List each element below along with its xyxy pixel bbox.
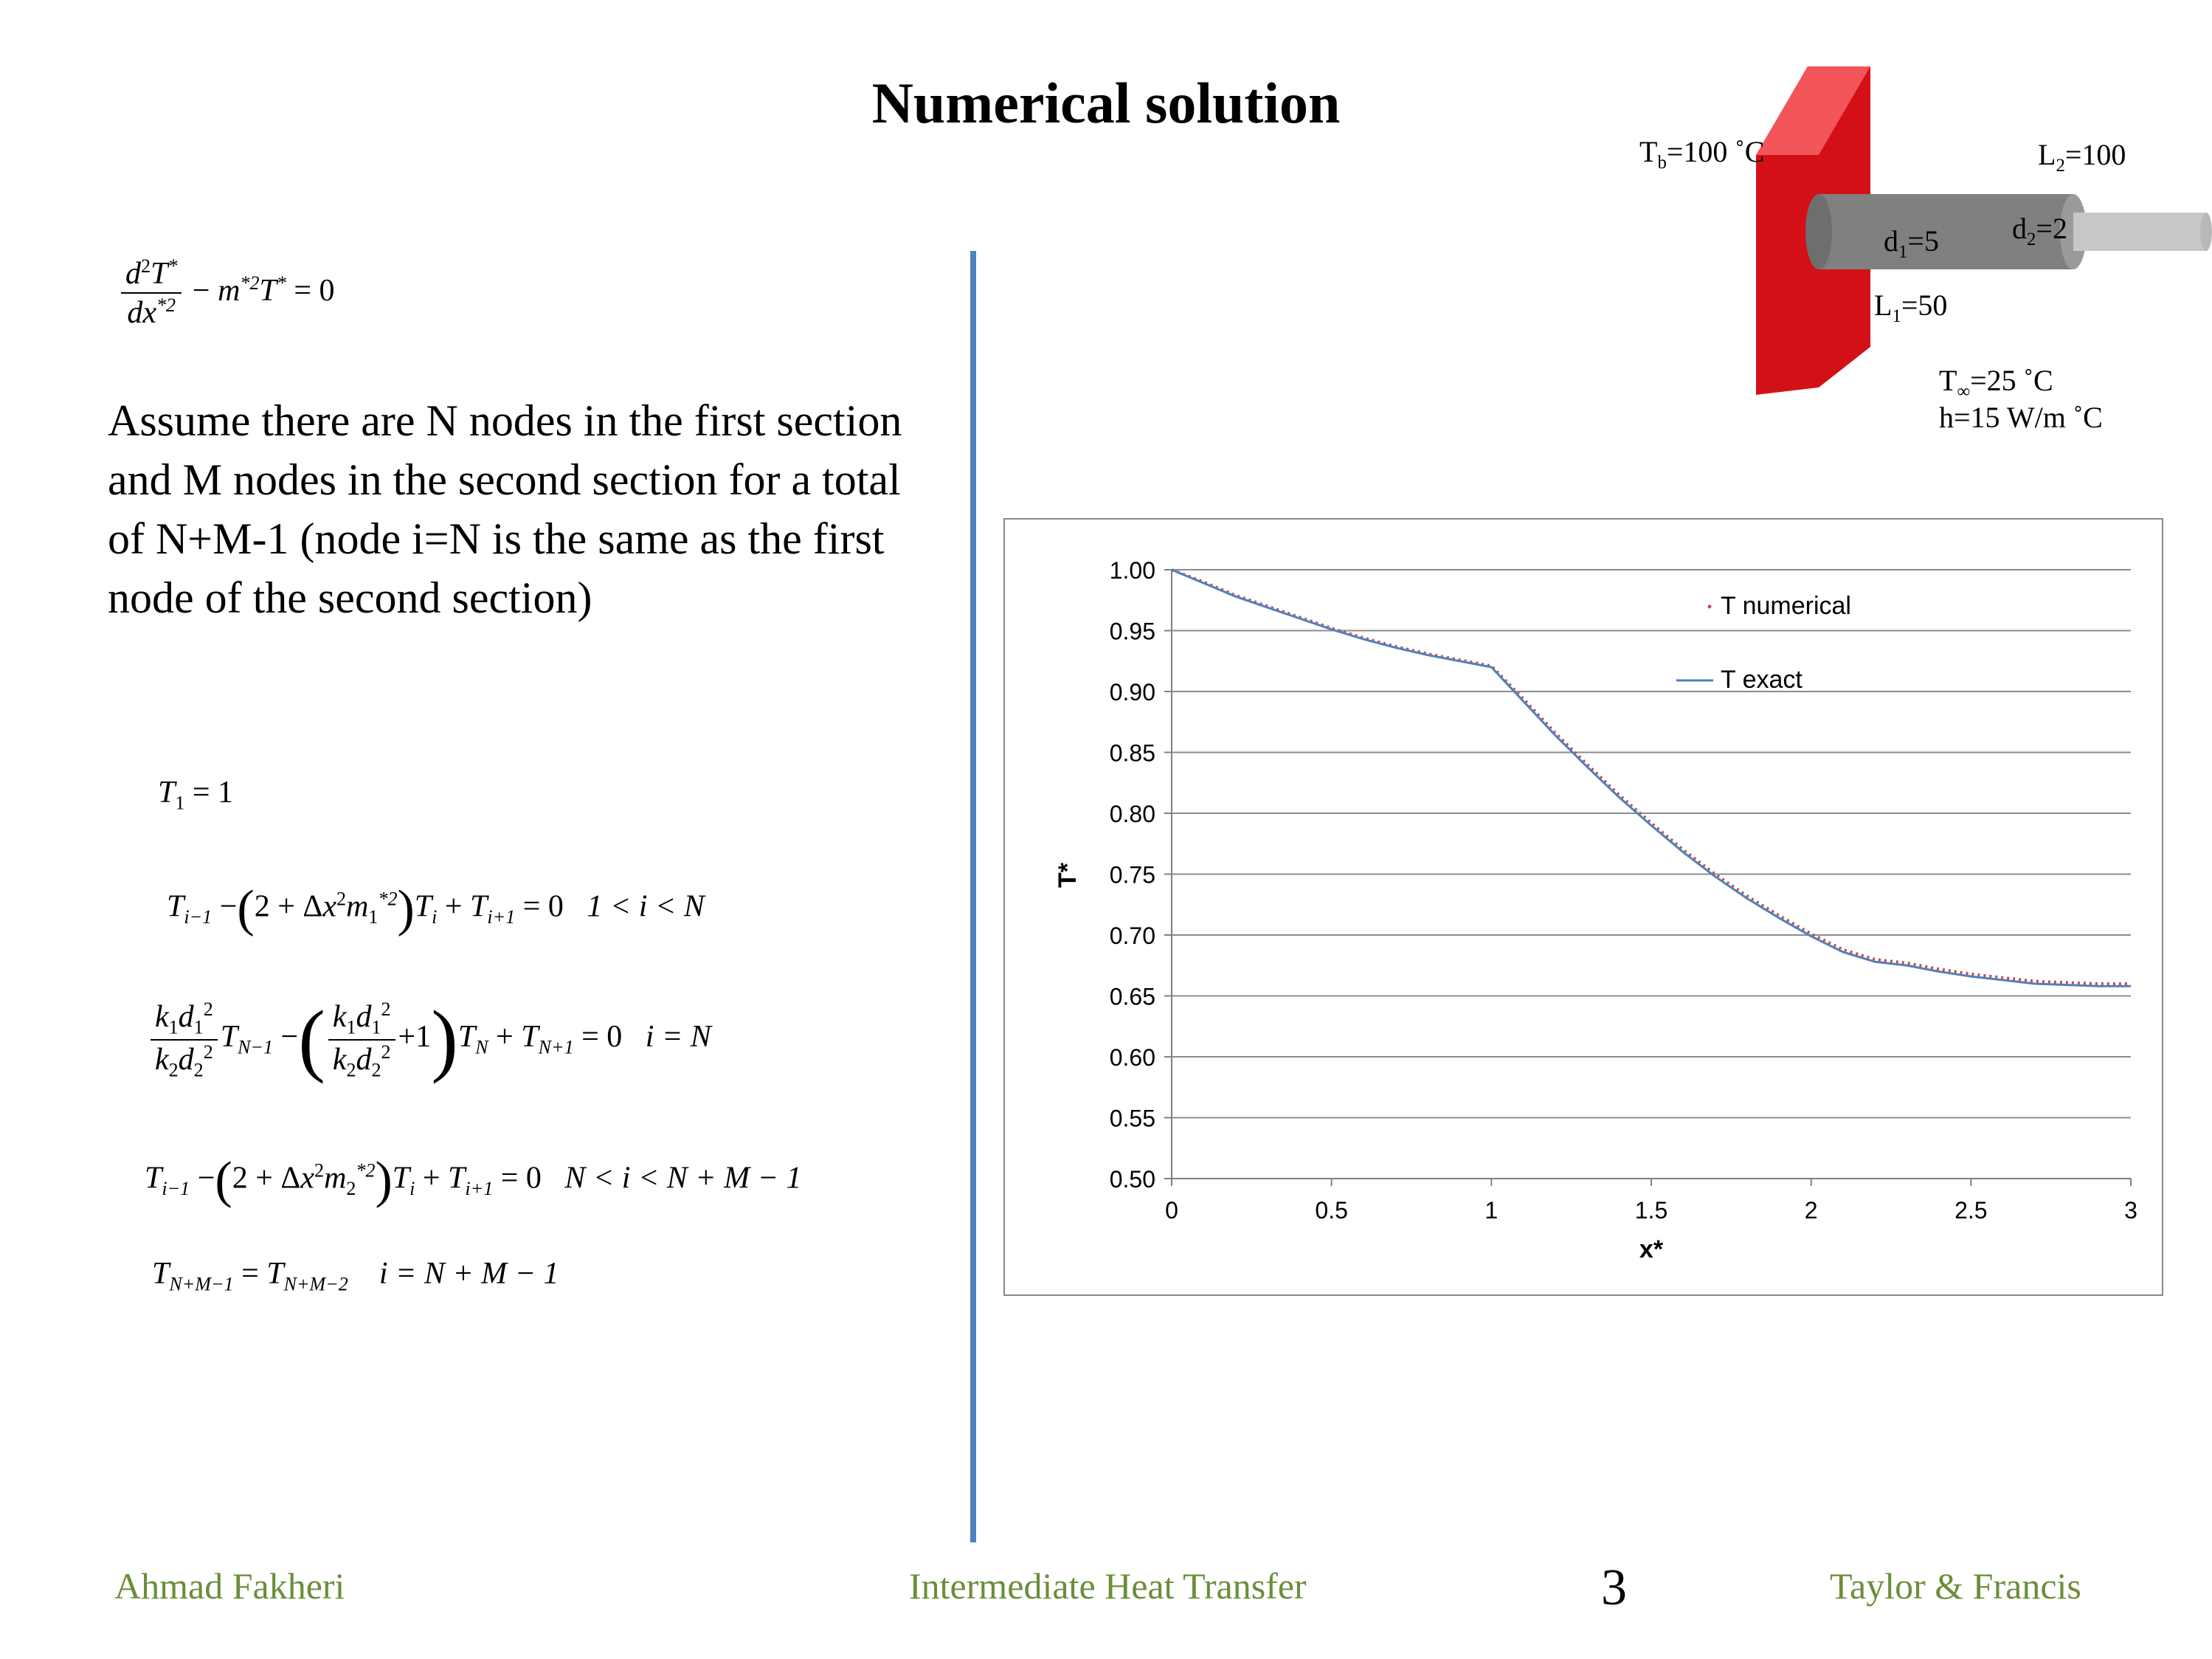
series-line-numerical	[1172, 570, 2131, 984]
end-boundary-equation: $T_{N+M-1} = T_{N+M-2}$ i = N + M − 1	[152, 1257, 559, 1295]
x-axis-ticks	[1165, 1179, 2137, 1224]
eq1-rhs: = 0	[522, 889, 564, 924]
legend-marker-numerical	[1708, 605, 1712, 609]
chart-series	[1172, 570, 2131, 986]
x-tick-label: 2	[1804, 1197, 1818, 1224]
legend-label: T exact	[1721, 666, 1803, 694]
interface-equation: $\frac{k_1d_1^2}{k_2d_2^2}$ $T_{N-1}$ −( $\frac{k_1d_1^2}{k_2d_2^2}$ $+1)T_N + T_{N+1} = 0$ i = N	[148, 993, 711, 1086]
y-tick-label: 0.75	[1109, 861, 1155, 889]
length1-label: $L_1=50$	[1874, 289, 1948, 326]
bc1-rhs: = 1	[192, 776, 234, 810]
y-tick-label: 0.60	[1109, 1044, 1155, 1071]
y-axis-ticks	[1110, 557, 1172, 1193]
chart-container	[1003, 518, 2163, 1296]
slide-title: Numerical solution	[871, 71, 1341, 135]
ambient-temp-label: $T_\infty=25$ ˚C	[1939, 364, 2053, 401]
eq3-rhs: = 0	[500, 1161, 542, 1196]
interior-equation-section2: $T_{i-1} -(2 + \Delta x^2m_2^{*2})T_i + T_{i+1} = 0$ N < i < N + M − 1	[145, 1152, 802, 1209]
y-tick-label: 0.85	[1109, 739, 1155, 767]
boundary-equation: $T_1 = 1$	[158, 776, 234, 814]
x-tick-label: 1.5	[1634, 1197, 1668, 1224]
y-tick-label: 0.80	[1109, 801, 1155, 827]
fin-diagram	[1697, 59, 2212, 406]
x-tick-label: 2.5	[1954, 1197, 1988, 1224]
y-tick-label: 1.00	[1109, 557, 1155, 584]
page-number: 3	[1601, 1559, 1627, 1616]
eq2-condition: i = N	[645, 1020, 711, 1055]
x-tick-label: 0	[1165, 1197, 1178, 1224]
eq1-condition: 1 < i < N	[587, 889, 705, 924]
eq4-condition: i = N + M − 1	[379, 1257, 559, 1291]
y-tick-label: 0.90	[1109, 679, 1155, 706]
diameter1-label: $d_1=5$	[1884, 224, 1939, 262]
eq3-condition: N < i < N + M − 1	[564, 1161, 802, 1196]
legend-label: T numerical	[1721, 592, 1851, 620]
footer-author: Ahmad Fakheri	[114, 1565, 345, 1607]
temperature-chart	[1005, 520, 2162, 1294]
ode-rhs: = 0	[294, 274, 335, 308]
y-tick-label: 0.50	[1109, 1166, 1155, 1193]
y-tick-label: 0.55	[1109, 1105, 1155, 1132]
chart-legend	[1676, 592, 1851, 694]
y-tick-label: 0.70	[1109, 922, 1155, 949]
footer-course: Intermediate Heat Transfer	[909, 1565, 1307, 1607]
rod2-end	[2200, 213, 2212, 251]
base-temp-label: $T_b=100$ ˚C	[1639, 135, 1765, 173]
assumption-paragraph: Assume there are N nodes in the first section and M nodes in the second section for a total of N+M-1 (node i=N is the same as the first node of the second section)	[108, 396, 902, 622]
eq2-rhs: = 0	[581, 1020, 623, 1055]
footer-publisher: Taylor & Francis	[1830, 1565, 2081, 1607]
diameter2-label: $d_2=2$	[2012, 212, 2067, 249]
vertical-divider	[970, 251, 976, 1542]
series-line-exact	[1172, 570, 2131, 986]
y-axis-label: T*	[1054, 863, 1082, 888]
x-axis-label: x*	[1639, 1235, 1664, 1263]
x-tick-label: 0.5	[1315, 1197, 1348, 1224]
y-tick-label: 0.95	[1109, 618, 1155, 645]
heat-transfer-coeff-label: h=15 W/m ˚C	[1939, 401, 2103, 434]
ode-equation: $\frac{d^2T^*}{dx^{*2}}$ − $m^{*2}T^* = 0$	[118, 255, 335, 332]
x-tick-label: 3	[2124, 1197, 2137, 1224]
y-tick-label: 0.65	[1109, 983, 1155, 1010]
x-tick-label: 1	[1485, 1197, 1499, 1224]
rod1-end	[1805, 194, 1832, 269]
rod-section2	[2073, 213, 2206, 251]
interior-equation-section1: $T_{i-1} -(2 + \Delta x^2m_1^{*2})T_i + T_{i+1} = 0$ 1 < i < N	[167, 880, 705, 937]
chart-grid	[1172, 570, 2131, 1179]
length2-label: $L_2=100$	[2038, 138, 2126, 176]
